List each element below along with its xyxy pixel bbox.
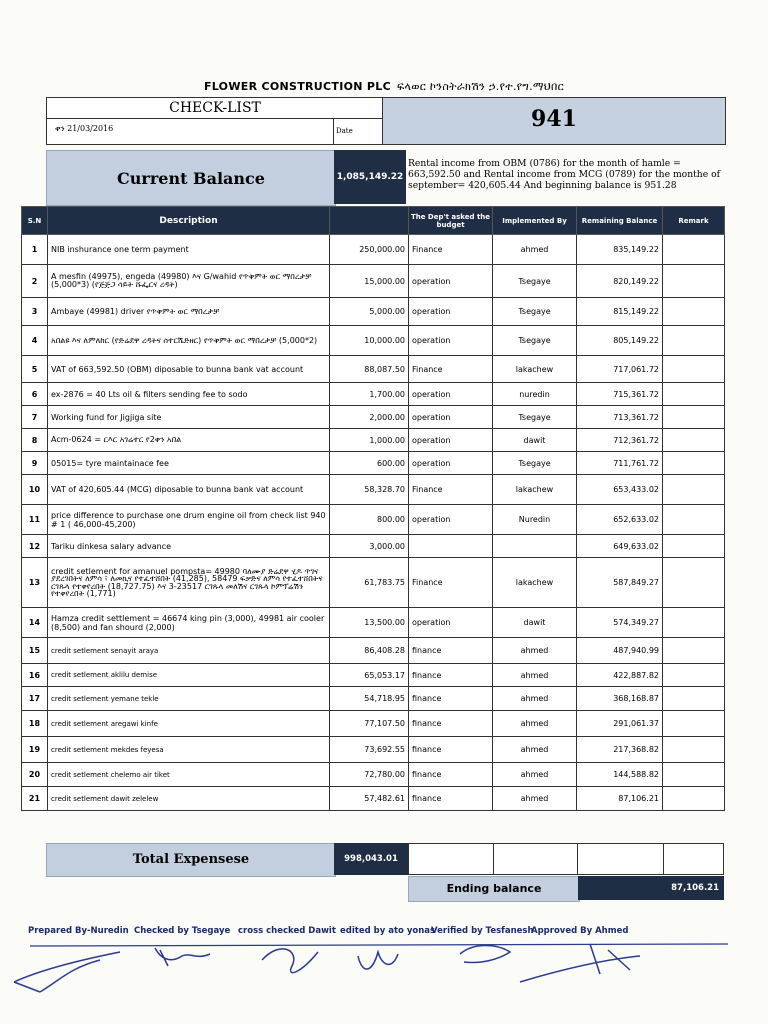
ending-balance-box — [408, 876, 580, 902]
cell-divider — [493, 844, 494, 874]
cell-sn: 6 — [22, 383, 48, 406]
cell-implemented-by: ahmed — [493, 737, 577, 763]
cell-sn: 9 — [22, 452, 48, 475]
cell-remark — [663, 265, 725, 298]
cell-remaining: 291,061.37 — [577, 711, 663, 737]
table-row — [22, 298, 725, 326]
table-row — [22, 638, 725, 664]
cell-amount: 3,000.00 — [330, 535, 409, 558]
cell-remark — [663, 383, 725, 406]
cell-dept: finance — [409, 711, 493, 737]
cell-remaining: 217,368.82 — [577, 737, 663, 763]
cell-sn: 18 — [22, 711, 48, 737]
table-row — [22, 711, 725, 737]
cell-remark — [663, 535, 725, 558]
cell-amount: 600.00 — [330, 452, 409, 475]
cell-dept: finance — [409, 737, 493, 763]
table-row — [22, 429, 725, 452]
cell-remaining: 835,149.22 — [577, 235, 663, 265]
col-implemented: Implemented By — [493, 207, 577, 235]
cell-dept: finance — [409, 787, 493, 811]
cell-dept: operation — [409, 406, 493, 429]
cell-amount: 1,700.00 — [330, 383, 409, 406]
checklist-title: CHECK-LIST — [169, 100, 261, 116]
company-name-am: ፍላወር ኮንስትራክሽን ኃ.የተ.የግ.ማህበር — [396, 80, 565, 93]
cell-sn: 19 — [22, 737, 48, 763]
cell-dept: finance — [409, 638, 493, 664]
cell-sn: 17 — [22, 687, 48, 711]
cell-implemented-by: Tsegaye — [493, 298, 577, 326]
cell-remaining: 712,361.72 — [577, 429, 663, 452]
cell-dept: operation — [409, 265, 493, 298]
cell-dept: Finance — [409, 558, 493, 608]
table-row — [22, 664, 725, 687]
prepared-by: Prepared By-Nuredin — [28, 926, 129, 936]
cell-dept: operation — [409, 298, 493, 326]
cell-description: Ambaye (49981) driver የጥቅምት ወር ማበረታቻ — [48, 298, 330, 326]
cell-amount: 57,482.61 — [330, 787, 409, 811]
cell-implemented-by: dawit — [493, 608, 577, 638]
cell-remaining: 587,849.27 — [577, 558, 663, 608]
cell-sn: 7 — [22, 406, 48, 429]
current-balance-box — [46, 150, 336, 206]
cell-implemented-by: ahmed — [493, 687, 577, 711]
cell-remark — [663, 787, 725, 811]
cell-implemented-by: Tsegaye — [493, 326, 577, 356]
cell-remaining: 87,106.21 — [577, 787, 663, 811]
col-description: Description — [48, 207, 330, 235]
cell-dept: finance — [409, 763, 493, 787]
cell-remaining: 652,633.02 — [577, 505, 663, 535]
table-row — [22, 687, 725, 711]
cell-implemented-by: nuredin — [493, 383, 577, 406]
cell-remaining: 649,633.02 — [577, 535, 663, 558]
table-row — [22, 406, 725, 429]
cell-amount: 88,087.50 — [330, 356, 409, 383]
current-balance-label: Current Balance — [117, 169, 265, 188]
date-ethiopian: ቀን 21/03/2016 — [55, 124, 114, 133]
cell-description: አበልዩ እና ለምለከር (የድሬደዋ ረዳትና ሰተርሼድዘር) የጥቅምት ወር ማበረታቻ (5,000*2) — [48, 326, 330, 356]
table-row — [22, 505, 725, 535]
table-row — [22, 265, 725, 298]
cell-remark — [663, 406, 725, 429]
cell-amount: 5,000.00 — [330, 298, 409, 326]
table-row — [22, 763, 725, 787]
cell-remaining: 713,361.72 — [577, 406, 663, 429]
cell-remark — [663, 505, 725, 535]
cell-description: 05015= tyre maintainace fee — [48, 452, 330, 475]
cell-sn: 5 — [22, 356, 48, 383]
cell-remaining: 144,588.82 — [577, 763, 663, 787]
signature-tsegaye — [155, 948, 210, 966]
cell-amount: 800.00 — [330, 505, 409, 535]
cell-sn: 12 — [22, 535, 48, 558]
cell-amount: 15,000.00 — [330, 265, 409, 298]
cell-amount: 77,107.50 — [330, 711, 409, 737]
cell-remaining: 422,887.82 — [577, 664, 663, 687]
signature-tesfanesh — [460, 946, 510, 963]
cell-implemented-by: Tsegaye — [493, 452, 577, 475]
table-body — [22, 235, 725, 811]
col-remark: Remark — [663, 207, 725, 235]
cell-sn: 20 — [22, 763, 48, 787]
cell-sn: 14 — [22, 608, 48, 638]
balance-note: Rental income from OBM (0786) for the month of hamle = 663,592.50 and Rental income from MCG (0789) for the monthe of september= 420,605.44 And beginning balance is 951.28 — [408, 158, 721, 191]
cell-amount: 1,000.00 — [330, 429, 409, 452]
cell-divider — [663, 844, 664, 874]
table-row — [22, 383, 725, 406]
approved-by: Approved By Ahmed — [531, 926, 629, 936]
table-row — [22, 558, 725, 608]
date-gregorian: Date — [333, 118, 383, 144]
expense-table — [21, 206, 725, 811]
cell-description: A mesfin (49975), engeda (49980) እና G/wahid የጥቅምት ወር ማበረታቻ (5,000*3) (የጅጅጋ ሳይት ሹፌርና ረዳት) — [48, 265, 330, 298]
cell-sn: 21 — [22, 787, 48, 811]
current-balance-amount: 1,085,149.22 — [334, 150, 406, 204]
cell-implemented-by: ahmed — [493, 763, 577, 787]
cell-remaining: 820,149.22 — [577, 265, 663, 298]
cell-dept: operation — [409, 452, 493, 475]
ending-balance-amount: 87,106.21 — [578, 876, 724, 900]
cell-remaining: 711,761.72 — [577, 452, 663, 475]
cell-amount: 250,000.00 — [330, 235, 409, 265]
cell-dept — [409, 535, 493, 558]
table-row — [22, 452, 725, 475]
col-amount — [330, 207, 409, 235]
total-expenses-label: Total Expensese — [132, 852, 250, 867]
table-header-row — [22, 207, 725, 235]
cell-dept: operation — [409, 505, 493, 535]
cell-sn: 16 — [22, 664, 48, 687]
cell-description: Hamza credit settlement = 46674 king pin (3,000), 49981 air cooler (8,500) and fan shourd (2,000) — [48, 608, 330, 638]
cell-sn: 4 — [22, 326, 48, 356]
cell-sn: 1 — [22, 235, 48, 265]
cell-remark — [663, 326, 725, 356]
cell-amount: 13,500.00 — [330, 608, 409, 638]
cell-dept: operation — [409, 383, 493, 406]
signature-ahmed — [520, 944, 640, 982]
table-row — [22, 235, 725, 265]
cell-implemented-by: Nuredin — [493, 505, 577, 535]
cell-sn: 8 — [22, 429, 48, 452]
checklist-header — [46, 97, 384, 145]
cell-remark — [663, 763, 725, 787]
col-dept: The Dep't asked the budget — [409, 207, 493, 235]
cell-dept: Finance — [409, 235, 493, 265]
cell-description: credit setlement chelemo air tiket — [48, 763, 330, 787]
cell-implemented-by: ahmed — [493, 787, 577, 811]
cell-divider — [577, 844, 578, 874]
cell-remaining: 574,349.27 — [577, 608, 663, 638]
table-row — [22, 475, 725, 505]
total-empty-cells — [408, 843, 724, 875]
cell-amount: 10,000.00 — [330, 326, 409, 356]
cell-implemented-by: ahmed — [493, 711, 577, 737]
cell-remark — [663, 687, 725, 711]
cell-description: credit setlement mekdes feyesa — [48, 737, 330, 763]
cell-sn: 2 — [22, 265, 48, 298]
cell-remark — [663, 356, 725, 383]
cell-remark — [663, 429, 725, 452]
cell-remaining: 717,061.72 — [577, 356, 663, 383]
cell-amount: 54,718.95 — [330, 687, 409, 711]
cell-description: ex-2876 = 40 Lts oil & filters sending fee to sodo — [48, 383, 330, 406]
table-row — [22, 326, 725, 356]
company-header — [0, 80, 768, 94]
cell-description: credit setlement aregawi kinfe — [48, 711, 330, 737]
cell-sn: 10 — [22, 475, 48, 505]
cell-remark — [663, 298, 725, 326]
ending-balance-label: Ending balance — [446, 882, 542, 895]
cell-dept: Finance — [409, 475, 493, 505]
cell-description: Working fund for Jigjiga site — [48, 406, 330, 429]
cell-remark — [663, 452, 725, 475]
cell-sn: 15 — [22, 638, 48, 664]
cell-description: VAT of 420,605.44 (MCG) diposable to bunna bank vat account — [48, 475, 330, 505]
cell-implemented-by: lakachew — [493, 475, 577, 505]
signature-underline — [30, 944, 728, 946]
cell-amount: 2,000.00 — [330, 406, 409, 429]
cell-implemented-by — [493, 535, 577, 558]
cell-remaining: 368,168.87 — [577, 687, 663, 711]
edited-by: edited by ato yonas — [340, 926, 436, 936]
verified-by: Verified by Tesfanesh — [431, 926, 534, 936]
signature-marks — [0, 930, 768, 1024]
cell-description: Tariku dinkesa salary advance — [48, 535, 330, 558]
cell-dept: operation — [409, 608, 493, 638]
cell-remark — [663, 475, 725, 505]
checked-by: Checked by Tsegaye — [134, 926, 231, 936]
table-row — [22, 737, 725, 763]
col-remaining: Remaining Balance — [577, 207, 663, 235]
cell-sn: 3 — [22, 298, 48, 326]
cell-remaining: 653,433.02 — [577, 475, 663, 505]
cell-remark — [663, 737, 725, 763]
checklist-number-box — [382, 97, 726, 145]
cell-dept: Finance — [409, 356, 493, 383]
company-name-en: FLOWER CONSTRUCTION PLC — [203, 80, 391, 93]
checklist-number: 941 — [531, 106, 577, 132]
cell-implemented-by: lakachew — [493, 558, 577, 608]
cell-remark — [663, 608, 725, 638]
cell-dept: finance — [409, 664, 493, 687]
cell-description: VAT of 663,592.50 (OBM) diposable to bunna bank vat account — [48, 356, 330, 383]
cell-dept: operation — [409, 326, 493, 356]
cell-remark — [663, 558, 725, 608]
cell-description: credit setlement senayit araya — [48, 638, 330, 664]
cell-remaining: 815,149.22 — [577, 298, 663, 326]
cell-remark — [663, 664, 725, 687]
cell-dept: finance — [409, 687, 493, 711]
cell-description: NIB inshurance one term payment — [48, 235, 330, 265]
cell-amount: 61,783.75 — [330, 558, 409, 608]
cell-amount: 73,692.55 — [330, 737, 409, 763]
cell-implemented-by: lakachew — [493, 356, 577, 383]
cell-sn: 11 — [22, 505, 48, 535]
cell-remark — [663, 711, 725, 737]
cell-amount: 72,780.00 — [330, 763, 409, 787]
cell-amount: 65,053.17 — [330, 664, 409, 687]
cell-implemented-by: dawit — [493, 429, 577, 452]
cross-checked-by: cross checked Dawit — [238, 926, 336, 936]
cell-remaining: 487,940.99 — [577, 638, 663, 664]
cell-remaining: 805,149.22 — [577, 326, 663, 356]
cell-remark — [663, 638, 725, 664]
table-row — [22, 608, 725, 638]
cell-implemented-by: Tsegaye — [493, 406, 577, 429]
cell-description: credit setlement for amanuel pompsta= 49980 ባለሙያ ድሬደዋ ሂዶ ጥገና ያደረገበትና ለምሳ ፣ ለመኪና የተፈተሸበት (41,285), 58479 ፍቃድና ለምሳ የተፈተሸበትና ርገጹላ የተቀየረበት (18,727.75) እና 3-23517 ርገጹላ መለሽና ርገጹላ ኮምፕሬሽን የተቀየረበት (1,771) — [48, 558, 330, 608]
table-row — [22, 787, 725, 811]
cell-remark — [663, 235, 725, 265]
cell-amount: 86,408.28 — [330, 638, 409, 664]
cell-implemented-by: Tsegaye — [493, 265, 577, 298]
signature-yonas — [358, 952, 398, 969]
cell-sn: 13 — [22, 558, 48, 608]
cell-description: credit setlement aklilu demise — [48, 664, 330, 687]
table-row — [22, 535, 725, 558]
cell-description: Acm-0624 = ርእር አገሬተር የ2ቀን አበል — [48, 429, 330, 452]
table-row — [22, 356, 725, 383]
cell-description: credit setlement yemane tekle — [48, 687, 330, 711]
total-expenses-box — [46, 843, 336, 877]
total-expenses-amount: 998,043.01 — [334, 843, 408, 875]
cell-implemented-by: ahmed — [493, 664, 577, 687]
signature-dawit — [262, 949, 318, 973]
cell-dept: operation — [409, 429, 493, 452]
cell-implemented-by: ahmed — [493, 638, 577, 664]
col-sn: S.N — [22, 207, 48, 235]
signature-nuredin — [14, 952, 120, 992]
cell-description: credit setlement dawit zelelew — [48, 787, 330, 811]
cell-description: price difference to purchase one drum engine oil from check list 940 # 1 ( 46,000-45,200) — [48, 505, 330, 535]
cell-amount: 58,328.70 — [330, 475, 409, 505]
cell-remaining: 715,361.72 — [577, 383, 663, 406]
cell-implemented-by: ahmed — [493, 235, 577, 265]
